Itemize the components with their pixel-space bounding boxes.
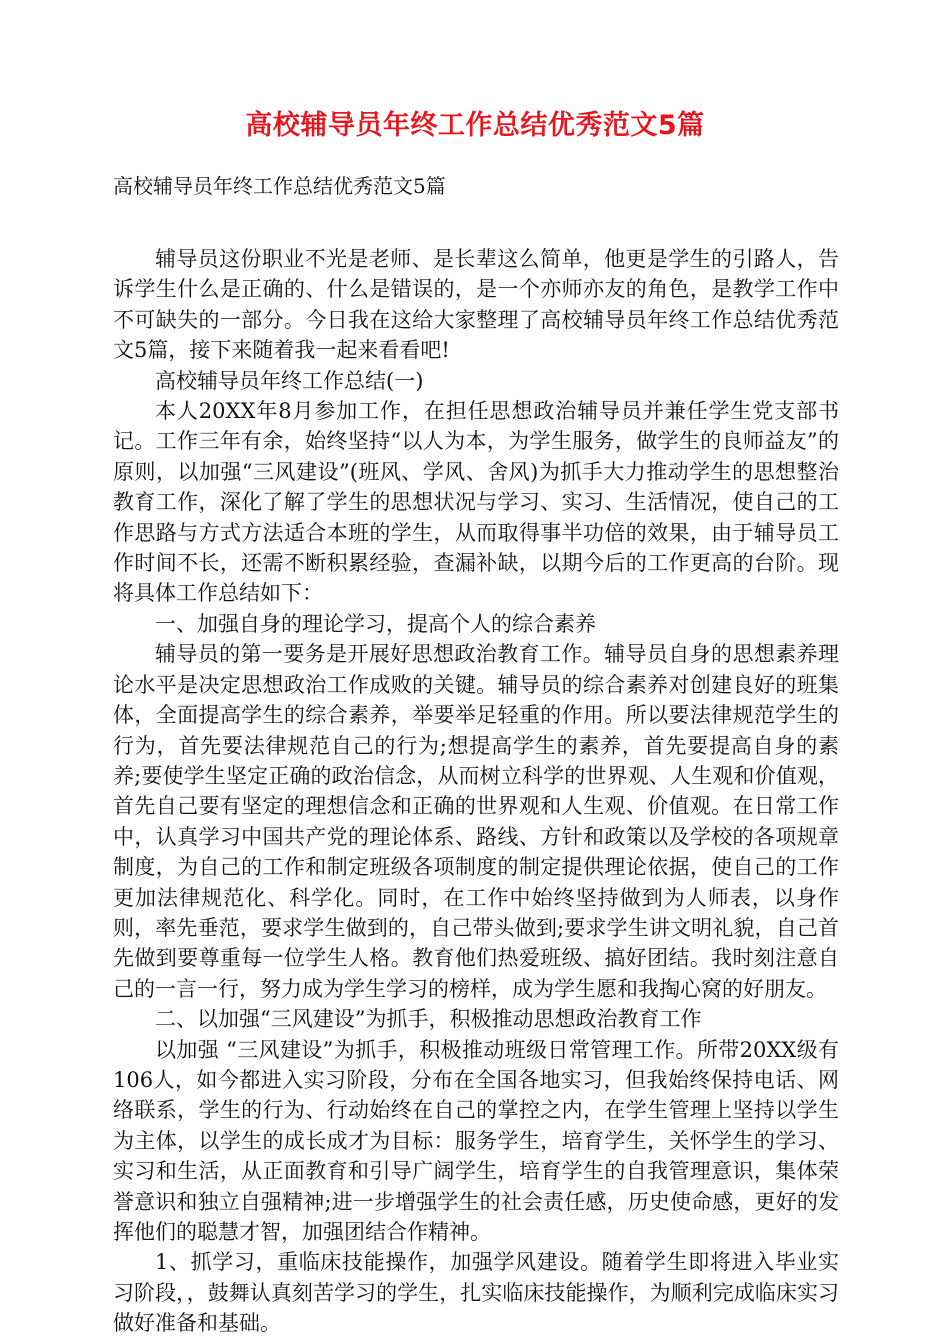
body-paragraph: 1、抓学习，重临床技能操作，加强学风建设。随着学生即将进入毕业实习阶段，，鼓舞认真刻苦学习的学生，扎实临床技能操作，为顺利完成临床实习做好准备和基础。 <box>113 1250 839 1336</box>
body-paragraph: 本人20XX年8月参加工作，在担任思想政治辅导员并兼任学生党支部书记。工作三年有余，始终坚持“以人为本，为学生服务，做学生的良师益友”的原则，以加强“三风建设”(班风、学风、舍风)为抓手大力推动学生的思想整治教育工作，深化了解了学生的思想状况与学习、实习、生活情况，使自己的工作思路与方式方法适合本班的学生，从而取得事半功倍的效果，由于辅导员工作时间不长，还需不断积累经验，查漏补缺，以期今后的工作更高的台阶。现将具体工作总结如下： <box>113 399 839 606</box>
body-paragraph: 辅导员的第一要务是开展好思想政治教育工作。辅导员自身的思想素养理论水平是决定思想政治工作成败的关键。辅导员的综合素养对创建良好的班集体，全面提高学生的综合素养，举要举足轻重的作用。所以要法律规范学生的行为，首先要法律规范自己的行为;想提高学生的素养，首先要提高自身的素养;要使学生坚定正确的政治信念，从而树立科学的世界观、人生观和价值观，首先自己要有坚定的理想信念和正确的世界观和人生观、价值观。在日常工作中，认真学习中国共产党的理论体系、路线、方针和政策以及学校的各项规章制度，为自己的工作和制定班级各项制度的制定提供理论依据，使自己的工作更加法律规范化、科学化。同时，在工作中始终坚持做到为人师表，以身作则，率先垂范，要求学生做到的，自己带头做到;要求学生讲文明礼貌，自己首先做到要尊重每一位学生人格。教育他们热爱班级、搞好团结。我时刻注意自己的一言一行，努力成为学生学习的榜样，成为学生愿和我掏心窝的好朋友。 <box>113 642 839 1001</box>
body-paragraph: 以加强 “三风建设”为抓手，积极推动班级日常管理工作。所带20XX级有106人，如今都进入实习阶段，分布在全国各地实习，但我始终保持电话、网络联系，学生的行为、行动始终在自己的掌控之内，在学生管理上坚持以学生为主体，以学生的成长成才为目标：服务学生，培育学生，关怀学生的学习、实习和生活，从正面教育和引导广阔学生，培育学生的自我管理意识，集体荣誉意识和独立自强精神;进一步增强学生的社会责任感，历史使命感，更好的发挥他们的聪慧才智，加强团结合作精神。 <box>113 1037 839 1244</box>
section-heading-theory-study: 一、加强自身的理论学习，提高个人的综合素养 <box>155 611 596 636</box>
section-heading-three-styles: 二、以加强“三风建设”为抓手，积极推动思想政治教育工作 <box>155 1007 702 1032</box>
section-heading-summary-one: 高校辅导员年终工作总结(一) <box>155 368 424 393</box>
document-title: 高校辅导员年终工作总结优秀范文5篇 <box>245 110 705 141</box>
document-body <box>113 244 839 1339</box>
intro-paragraph: 辅导员这份职业不光是老师、是长辈这么简单，他更是学生的引路人，告诉学生什么是正确的、什么是错误的，是一个亦师亦友的角色，是教学工作中不可缺失的一部分。今日我在这给大家整理了高校辅导员年终工作总结优秀范文5篇，接下来随着我一起来看看吧! <box>113 247 839 363</box>
document-subtitle: 高校辅导员年终工作总结优秀范文5篇 <box>113 174 446 198</box>
